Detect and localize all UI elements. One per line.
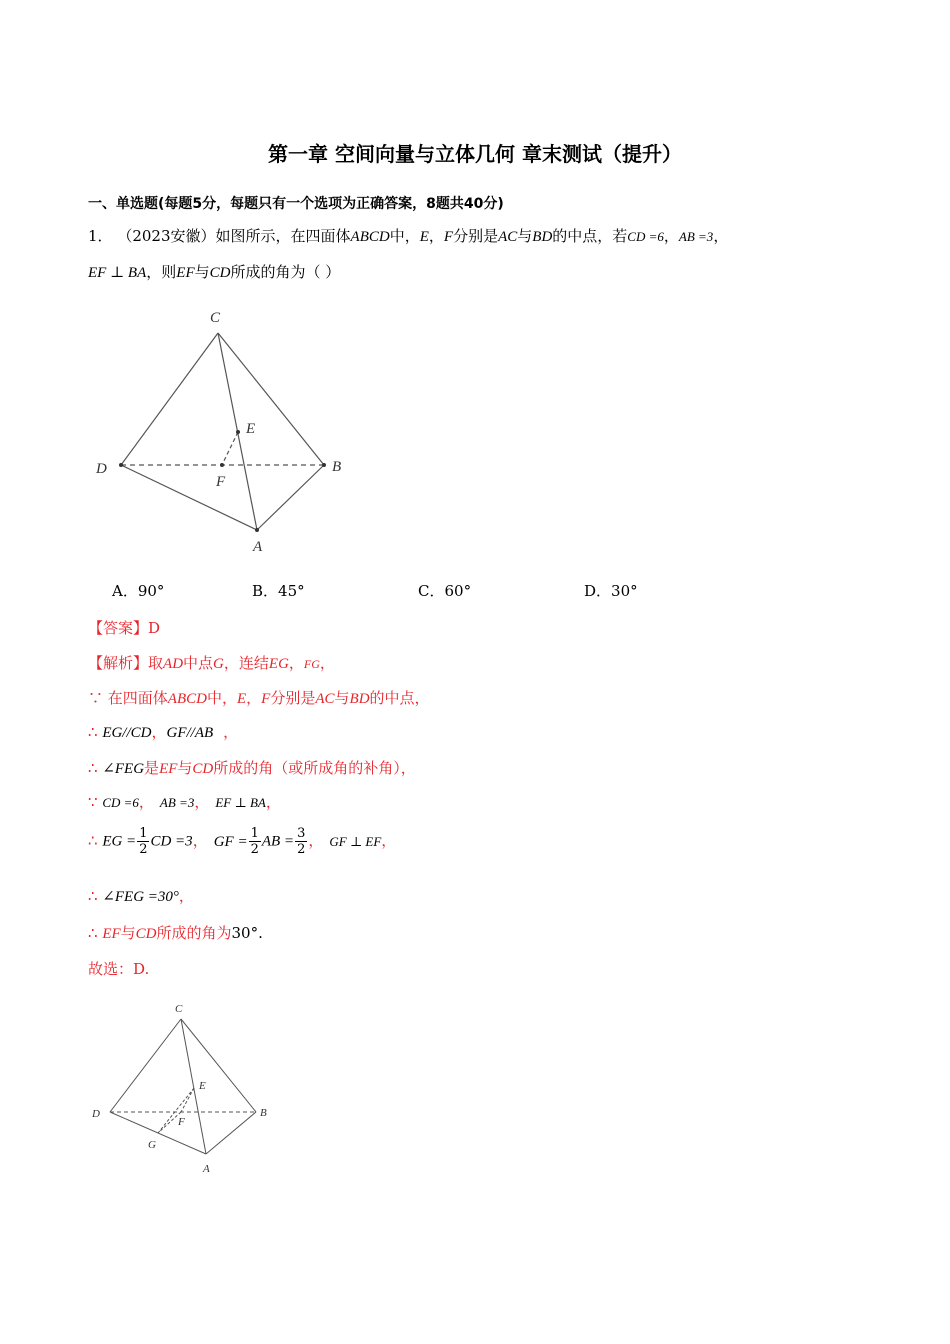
math-ef: EF: [176, 265, 195, 281]
label-d: D: [96, 461, 107, 477]
label-f: F: [216, 474, 226, 490]
math-e: E: [419, 229, 429, 245]
math-ab3: AB =3: [159, 795, 195, 810]
math-ef-perp: EF ⊥ BA: [215, 795, 266, 810]
analysis-text: ，: [308, 831, 324, 850]
analysis-text: 与: [177, 759, 193, 777]
analysis-text: ∴: [88, 831, 103, 850]
math-gf-parallel-ab: GF//AB: [166, 725, 214, 741]
analysis-text: ，: [319, 654, 335, 672]
math-cd6: CD =6: [102, 795, 139, 810]
fraction-half: [249, 826, 261, 857]
label-a: A: [253, 539, 263, 555]
math-eg-eq: EG =: [102, 833, 137, 850]
analysis-text: ，: [178, 887, 194, 905]
analysis-label: 【解析】: [88, 654, 149, 672]
label-e: E: [199, 1080, 206, 1092]
point-b: [322, 463, 326, 467]
analysis-text: ，: [381, 831, 397, 850]
fraction-denominator: 2: [250, 842, 259, 857]
analysis-text: 的中点，: [369, 689, 430, 707]
analysis-text: ，连结: [223, 654, 269, 672]
math-ac: AC: [315, 691, 335, 707]
analysis-line8: [88, 922, 263, 943]
analysis-text: ，: [265, 793, 281, 811]
option-value: 60°: [444, 582, 472, 600]
math-bd: BD: [532, 229, 553, 245]
option-b[interactable]: [252, 580, 305, 601]
question-text: 与: [517, 227, 533, 245]
math-ef: EF: [102, 926, 121, 942]
question-text: ，: [713, 227, 729, 245]
option-c[interactable]: [418, 580, 471, 601]
analysis-text: 所成的角为: [156, 924, 232, 942]
segment-ef: [222, 432, 238, 465]
math-ef-perp: EF ⊥ BA: [88, 265, 147, 281]
question-text: 所成的角为（ ）: [230, 263, 341, 281]
segment-eg: [158, 1088, 194, 1133]
math-cd3: CD =3: [150, 833, 193, 850]
section-heading: 一、单选题(每题5分，每题只有一个选项为正确答案，8题共40分): [88, 196, 504, 212]
question-text: 分别是: [453, 227, 499, 245]
math-ef: EF: [159, 761, 178, 777]
analysis-text: 与: [334, 689, 350, 707]
analysis-text: .: [258, 924, 263, 942]
fraction-half: [137, 826, 149, 857]
point-d: [119, 463, 123, 467]
option-value: 90°: [137, 582, 165, 600]
option-letter: C．: [418, 582, 445, 600]
option-d[interactable]: [584, 580, 638, 601]
conclusion: 故选：D.: [88, 960, 150, 978]
label-a: A: [203, 1163, 210, 1175]
label-f: F: [178, 1116, 185, 1128]
analysis-line7: [88, 885, 194, 906]
math-cd: CD: [135, 926, 157, 942]
option-value: 30°: [611, 582, 638, 600]
fraction-three-halves: [295, 826, 307, 857]
math-eg-parallel-cd: EG//CD: [102, 725, 152, 741]
analysis-line6: [88, 826, 396, 857]
question-text: ，: [663, 227, 679, 245]
question-stem-line1: [88, 225, 728, 246]
question-number: 1．: [88, 227, 113, 245]
question-stem-line2: [88, 261, 340, 282]
edge-cb: [218, 333, 324, 465]
option-letter: B．: [252, 582, 279, 600]
math-gf-eq: GF =: [213, 833, 248, 850]
analysis-line2: [88, 687, 430, 708]
tetrahedron-figure: [88, 300, 368, 560]
segment-ef: [181, 1088, 194, 1112]
analysis-text: 中，: [206, 689, 237, 707]
label-c: C: [210, 310, 221, 326]
option-letter: D．: [584, 582, 612, 600]
math-g: G: [213, 656, 224, 672]
math-ac: AC: [498, 229, 518, 245]
analysis-line4: [88, 757, 416, 778]
analysis-text: ，: [194, 793, 210, 811]
question-text: 如图所示，在四面体: [215, 227, 351, 245]
analysis-text: 分别是: [270, 689, 316, 707]
analysis-text: 中点: [183, 654, 214, 672]
math-ab3: AB =3: [678, 229, 714, 244]
analysis-text: 所成的角（或所成角的补角），: [213, 759, 416, 777]
fraction-numerator: 1: [139, 826, 148, 841]
edge-cd: [110, 1019, 181, 1112]
math-cd6: CD =6: [627, 229, 664, 244]
math-bd: BD: [349, 691, 370, 707]
answer-line: [88, 617, 160, 638]
analysis-text: 与: [120, 924, 136, 942]
math-30: 30°: [231, 924, 259, 942]
question-source: （2023安徽）: [117, 227, 216, 245]
label-d: D: [92, 1108, 100, 1120]
label-g: G: [148, 1139, 156, 1151]
math-fg: FG: [303, 657, 320, 671]
point-e: [236, 430, 240, 434]
math-ab-eq: AB =: [261, 833, 295, 850]
label-b: B: [332, 459, 342, 475]
question-text: 中，: [389, 227, 420, 245]
analysis-text: ，: [223, 723, 239, 741]
analysis-text: ，: [192, 831, 208, 850]
math-f: F: [443, 229, 454, 245]
analysis-text: ∴: [88, 759, 103, 777]
math-cd: CD: [209, 265, 231, 281]
analysis-line3: [88, 721, 238, 742]
edge-cb: [181, 1019, 256, 1112]
label-e: E: [246, 421, 256, 437]
label-c: C: [175, 1003, 183, 1015]
analysis-text: 取: [148, 654, 164, 672]
edge-da: [121, 465, 257, 530]
edge-cd: [121, 333, 218, 465]
fraction-denominator: 2: [297, 842, 306, 857]
analysis-text: ∴: [88, 887, 103, 905]
analysis-text: ∴: [88, 723, 103, 741]
question-text: ，则: [146, 263, 177, 281]
analysis-line5: [88, 791, 281, 812]
point-f: [220, 463, 224, 467]
analysis-text: ，: [138, 793, 154, 811]
analysis-text: ，: [246, 689, 262, 707]
edge-ba: [206, 1112, 256, 1154]
math-angle-feg: ∠FEG: [102, 761, 145, 777]
fraction-numerator: 3: [297, 826, 306, 841]
option-letter: A．: [112, 582, 138, 600]
page-title: 第一章 空间向量与立体几何 章末测试（提升）: [268, 142, 682, 166]
question-text: 与: [194, 263, 210, 281]
fraction-numerator: 1: [250, 826, 259, 841]
math-ad: AD: [163, 656, 184, 672]
answer-label: 【答案】: [88, 619, 149, 637]
edge-ba: [257, 465, 324, 530]
question-text: ，: [428, 227, 444, 245]
analysis-text: ，: [151, 723, 167, 741]
analysis-text: ∵ 在四面体: [88, 689, 168, 707]
math-tetra: ABCD: [350, 229, 390, 245]
option-value: 45°: [278, 582, 305, 600]
math-tetra: ABCD: [167, 691, 207, 707]
math-eg: EG: [268, 656, 289, 672]
analysis-text: 是: [144, 759, 160, 777]
point-a: [255, 528, 259, 532]
math-gf-perp: GF ⊥ EF: [329, 833, 382, 849]
analysis-text: ∴: [88, 924, 103, 942]
question-text: 的中点，若: [552, 227, 628, 245]
option-a[interactable]: [112, 580, 164, 601]
answer-value: D: [148, 619, 161, 637]
analysis-text: ∵: [88, 793, 103, 811]
analysis-line1: [88, 652, 335, 673]
fraction-denominator: 2: [139, 842, 148, 857]
math-angle-result: ∠FEG =30°: [102, 889, 179, 905]
math-cd: CD: [192, 761, 214, 777]
math-e: E: [236, 691, 247, 707]
math-f: F: [261, 691, 271, 707]
analysis-text: ，: [288, 654, 304, 672]
label-b: B: [260, 1107, 267, 1119]
tetrahedron-figure-with-g: [88, 996, 288, 1181]
